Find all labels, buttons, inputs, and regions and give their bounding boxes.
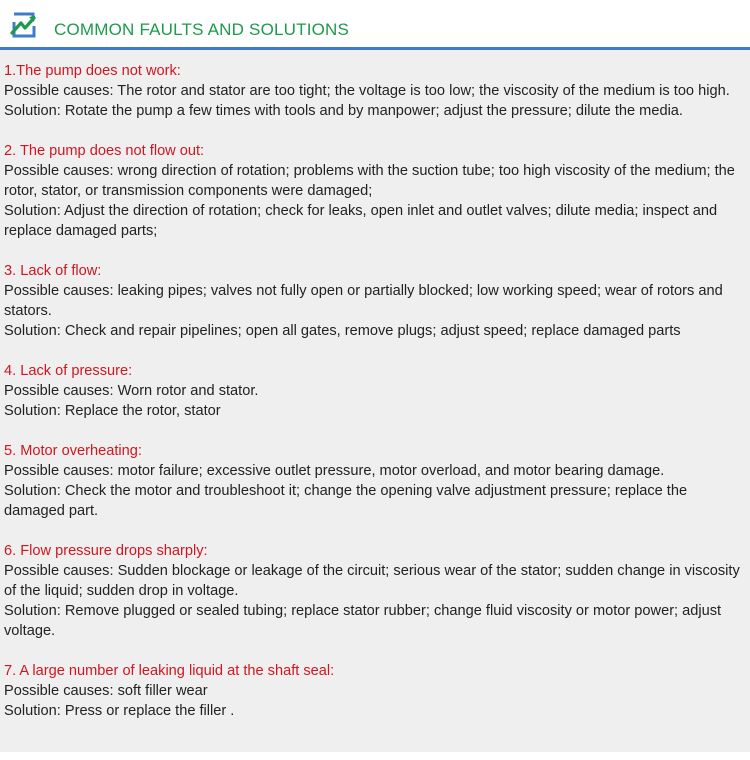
possible-causes: Possible causes: leaking pipes; valves not fully open or partially blocked; low working speed; wear of rotors and stators.	[4, 283, 723, 319]
fault-section-2	[4, 141, 748, 241]
fault-title: 3. Lack of flow:	[4, 263, 102, 279]
possible-causes: Possible causes: The rotor and stator are too tight; the voltage is too low; the viscosity of the medium is too high.	[4, 83, 730, 99]
possible-causes: Possible causes: soft filler wear	[4, 683, 208, 699]
solution: Solution: Rotate the pump a few times with tools and by manpower; adjust the pressure; dilute the media.	[4, 103, 683, 119]
solution: Solution: Replace the rotor, stator	[4, 403, 221, 419]
fault-title: 2. The pump does not flow out:	[4, 143, 205, 159]
page-header	[0, 0, 750, 49]
fault-section-3	[4, 261, 748, 341]
solution: Solution: Remove plugged or sealed tubing; replace stator rubber; change fluid viscosity or motor power; adjust voltage.	[4, 603, 722, 639]
bottom-band	[0, 752, 750, 760]
solution: Solution: Check and repair pipelines; open all gates, remove plugs; adjust speed; replace damaged parts	[4, 323, 681, 339]
fault-title: 6. Flow pressure drops sharply:	[4, 543, 208, 559]
fault-title: 1.The pump does not work:	[4, 63, 181, 79]
fault-title: 5. Motor overheating:	[4, 443, 142, 459]
solution: Solution: Press or replace the filler .	[4, 703, 235, 719]
possible-causes: Possible causes: Sudden blockage or leakage of the circuit; serious wear of the stator; sudden change in viscosity of the liquid; sudden drop in voltage.	[4, 563, 740, 599]
solution: Solution: Check the motor and troubleshoot it; change the opening valve adjustment pressure; replace the damaged part.	[4, 483, 688, 519]
page-title: COMMON FAULTS AND SOLUTIONS	[54, 20, 350, 39]
possible-causes: Possible causes: wrong direction of rotation; problems with the suction tube; too high viscosity of the medium; the rotor, stator, or transmission components were damaged;	[4, 163, 735, 199]
fault-title: 7. A large number of leaking liquid at the shaft seal:	[4, 663, 335, 679]
trend-arrow-icon	[8, 9, 40, 41]
fault-section-5	[4, 441, 748, 521]
possible-causes: Possible causes: Worn rotor and stator.	[4, 383, 259, 399]
fault-section-1	[4, 61, 748, 121]
fault-section-7	[4, 661, 748, 721]
solution: Solution: Adjust the direction of rotation; check for leaks, open inlet and outlet valves; dilute media; inspect and replace damaged parts;	[4, 203, 718, 239]
fault-title: 4. Lack of pressure:	[4, 363, 133, 379]
fault-section-4	[4, 361, 748, 421]
header-divider	[0, 47, 750, 50]
possible-causes: Possible causes: motor failure; excessive outlet pressure, motor overload, and motor bearing damage.	[4, 463, 665, 479]
fault-section-6	[4, 541, 748, 641]
faults-list	[4, 61, 748, 741]
